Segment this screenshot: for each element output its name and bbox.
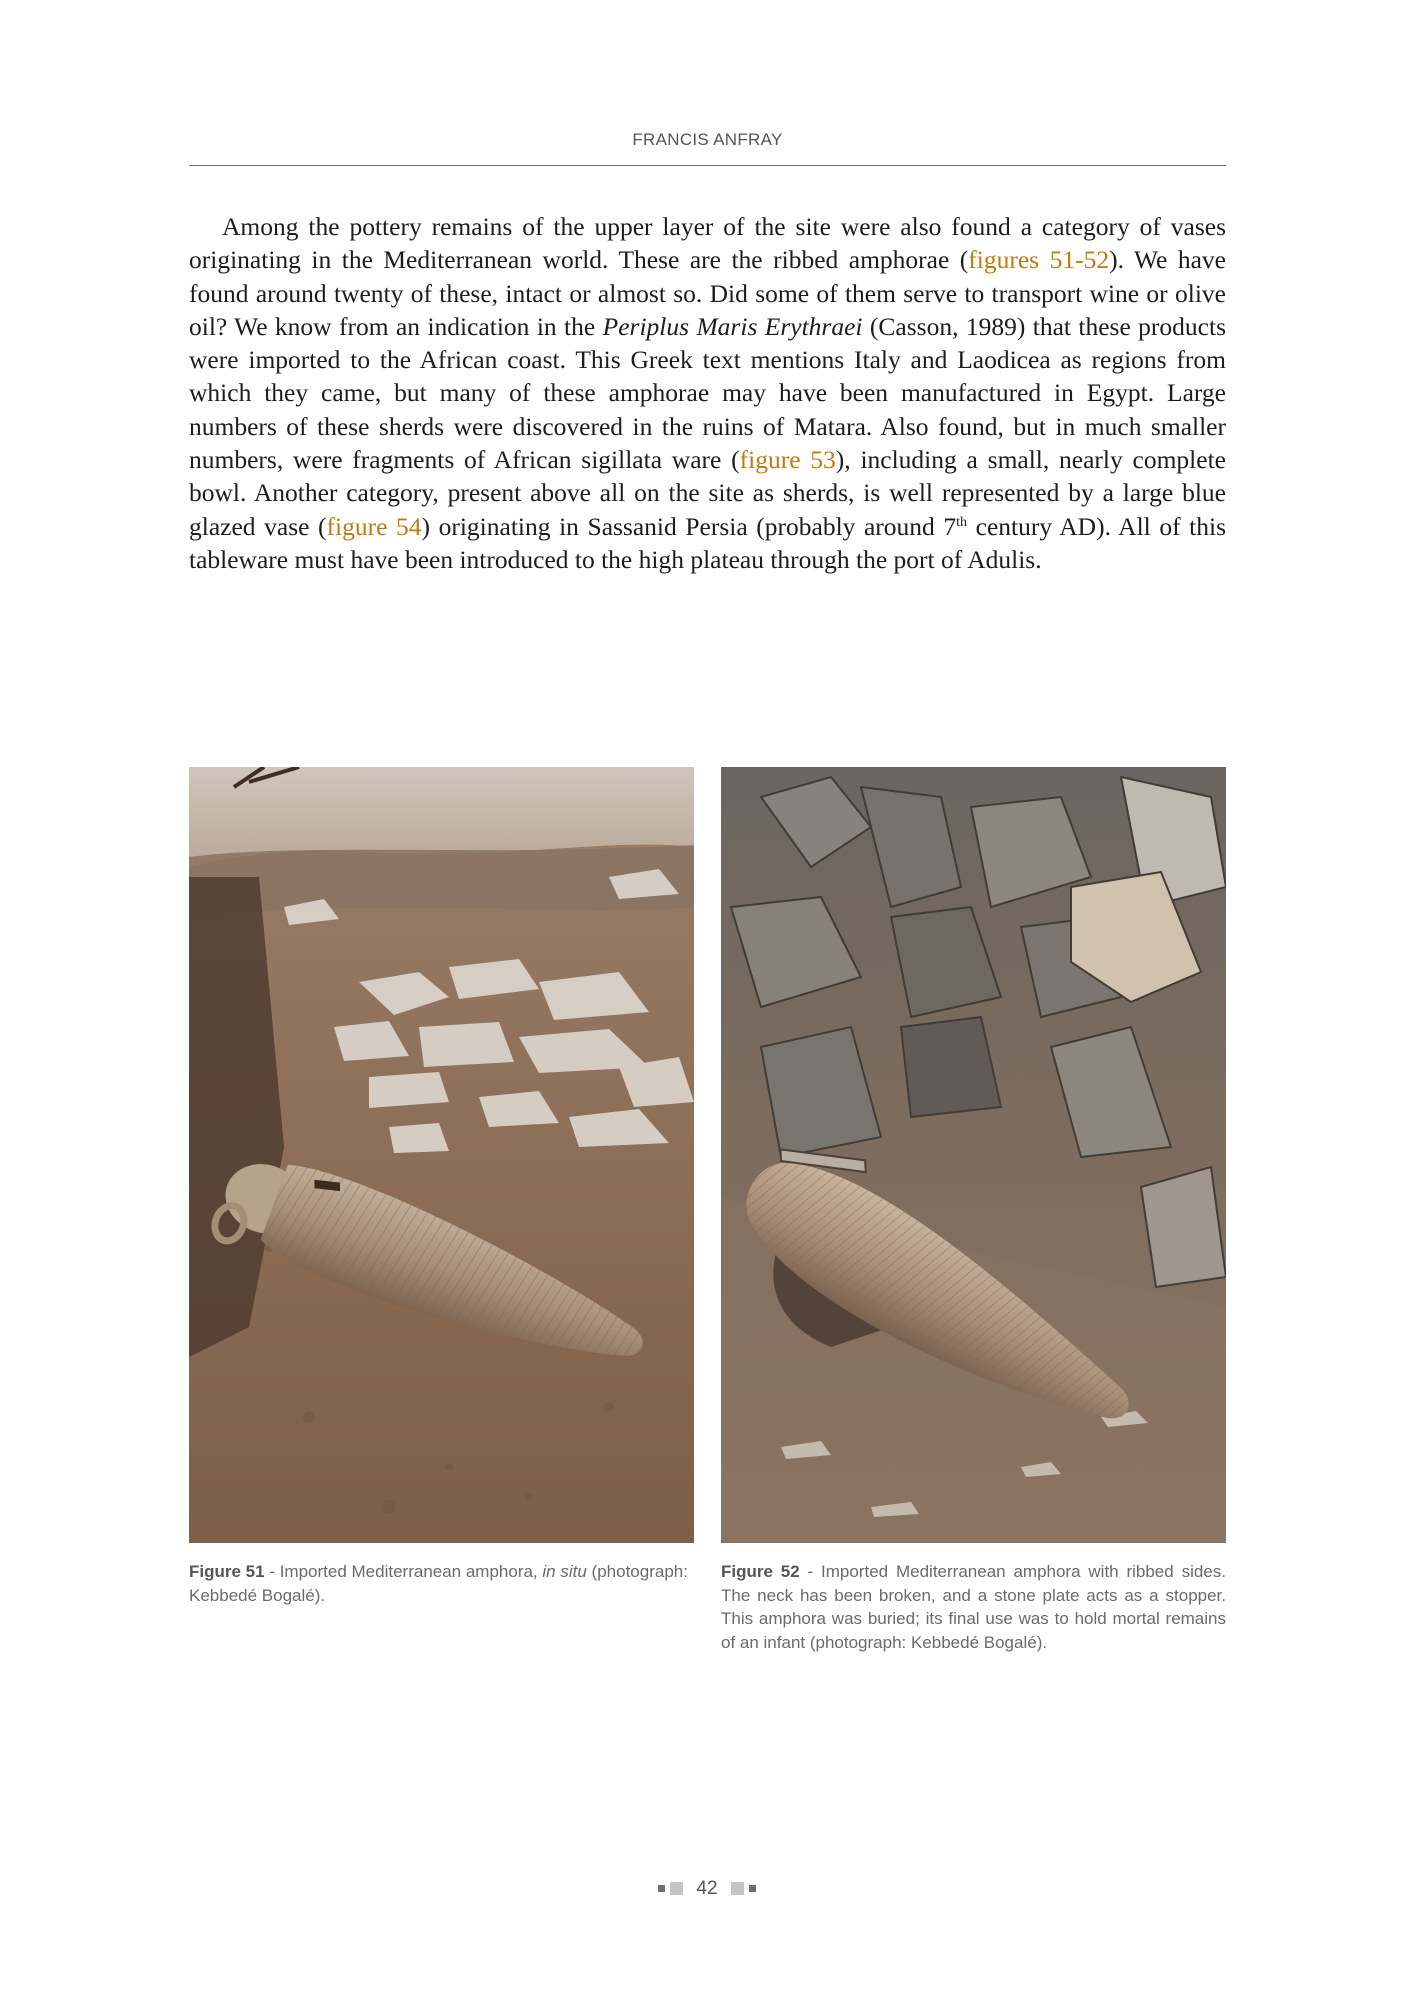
figure-ref-53[interactable]: figure 53 [739, 445, 836, 475]
footer-ornament [670, 1882, 683, 1895]
text-run: Among the pottery remains of the upper layer of the site were also found a category of vases originating in the Mediterranean world. These are the ribbed amphorae ( [189, 212, 1226, 275]
figure-52-photo [721, 767, 1226, 1543]
figure-ref-54[interactable]: figure 54 [326, 511, 422, 541]
figure-51-caption [189, 1560, 694, 1607]
amphora-ribbed-image [721, 767, 1226, 1543]
footer-ornament [731, 1882, 744, 1895]
figure-ref-51-52[interactable]: figures 51-52 [968, 245, 1110, 275]
body-paragraph [189, 210, 1226, 576]
footer-ornament [749, 1885, 756, 1892]
caption-italic: in situ [542, 1562, 587, 1581]
figure-51-photo [189, 767, 694, 1543]
text-run: ), including a small, nearly complete bowl. Another category, present above all on the site as sherds, is well represented by a large blue glazed vase ( [189, 445, 1226, 541]
running-title: FRANCIS ANFRAY [632, 130, 783, 149]
text-run: century AD). All of this tableware must have been introduced to the high plateau through the port of Adulis. [189, 511, 1226, 574]
page-number: 42 [696, 1878, 718, 1899]
text-run: (Casson, 1989) that these products were imported to the African coast. This Greek text mentions Italy and Laodicea as regions from which they came, but many of these amphorae may have been manufactured in Egypt. Large numbers of these sherds were discovered in the ruins of Matara. Also found, but in much smaller numbers, were fragments of African sigillata ware ( [189, 311, 1226, 475]
figure-label: Figure 52 [721, 1562, 800, 1581]
page-footer [0, 1878, 1414, 1900]
caption-text: - Imported Mediterranean amphora, [264, 1562, 543, 1581]
footer-ornament [658, 1885, 665, 1892]
figure-label: Figure 51 [189, 1562, 265, 1581]
caption-text: - Imported Mediterranean amphora with ribbed sides. The neck has been broken, and a stone plate acts as a stopper. This amphora was buried; its final use was to hold mortal remains of an infant (photograph: Kebbedé Bogalé). [721, 1562, 1226, 1652]
running-header [189, 130, 1226, 166]
amphora-in-situ-image [189, 767, 694, 1543]
periplus-title: Periplus Maris Erythraei [602, 311, 863, 341]
caption-text: (photograph: Kebbedé Bogalé). [189, 1562, 688, 1605]
text-run: ) originating in Sassanid Persia (probably around 7 [421, 511, 957, 541]
figure-52-caption [721, 1560, 1226, 1654]
superscript: th [956, 514, 968, 530]
text-run: ). We have found around twenty of these, intact or almost so. Did some of them serve to transport wine or olive oil? We know from an indication in the [189, 245, 1226, 341]
